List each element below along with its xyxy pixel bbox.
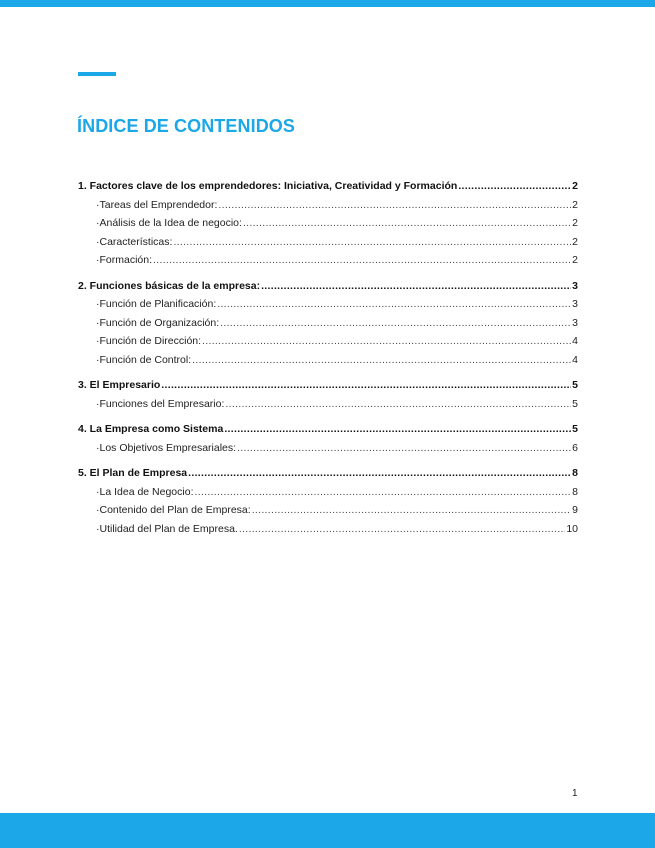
toc-subentry[interactable] (78, 520, 578, 539)
toc-subentry[interactable] (78, 332, 578, 351)
toc-entry-label: ·La Idea de Negocio: (96, 485, 194, 498)
toc-page-number: 9 (572, 504, 578, 516)
page-title: ÍNDICE DE CONTENIDOS (77, 116, 296, 136)
toc-subentry[interactable] (78, 351, 578, 370)
toc-page-number: 10 (566, 522, 578, 535)
toc-section-3[interactable] (78, 376, 578, 395)
toc-subentry[interactable] (78, 395, 578, 414)
toc-section-1[interactable] (78, 177, 578, 196)
toc-page-number: 4 (572, 335, 578, 347)
toc-page-number: 8 (572, 485, 578, 498)
toc-section-5[interactable] (78, 464, 578, 483)
toc-entry-label: ·Utilidad del Plan de Empresa. (96, 522, 238, 535)
top-accent-bar (0, 0, 655, 7)
toc-page-number: 3 (572, 298, 578, 310)
toc-dot-leader (218, 196, 571, 215)
toc-entry-label: ·Funciones del Empresario: (96, 397, 225, 410)
toc-entry-label: 4. La Empresa como Sistema (78, 423, 224, 435)
toc-dot-leader (202, 332, 571, 351)
toc-page-number: 2 (572, 254, 578, 266)
toc-page-number: 2 (572, 235, 578, 248)
toc-page-number: 6 (572, 441, 578, 454)
toc-page-number: 5 (572, 423, 578, 435)
toc-page-number: 3 (572, 316, 578, 329)
toc-dot-leader (239, 520, 565, 539)
toc-subentry[interactable] (78, 196, 578, 215)
toc-dot-leader (153, 251, 571, 270)
toc-page-number: 8 (572, 467, 578, 479)
toc-entry-label: ·Función de Control: (96, 353, 192, 366)
toc-page-number: 2 (572, 180, 578, 192)
toc-dot-leader (217, 295, 571, 314)
toc-dot-leader (173, 233, 571, 252)
toc-page-number: 2 (572, 198, 578, 211)
toc-subentry[interactable] (78, 314, 578, 333)
toc-entry-label: 1. Factores clave de los emprendedores: Iniciativa, Creatividad y Formación (78, 180, 458, 192)
toc-dot-leader (243, 214, 571, 233)
toc-page-number: 3 (572, 279, 578, 292)
toc-subentry[interactable] (78, 214, 578, 233)
toc-entry-label: 5. El Plan de Empresa (78, 467, 188, 479)
toc-subentry[interactable] (78, 233, 578, 252)
toc-entry-label: ·Contenido del Plan de Empresa: (96, 504, 251, 516)
toc-page-number: 5 (572, 397, 578, 410)
toc-dot-leader (224, 420, 571, 439)
toc-dot-leader (237, 439, 571, 458)
toc-dot-leader (161, 376, 571, 395)
toc-entry-label: ·Análisis de la Idea de negocio: (96, 217, 242, 229)
toc-section-4[interactable] (78, 420, 578, 439)
toc-dot-leader (225, 395, 571, 414)
toc-entry-label: ·Los Objetivos Empresariales: (96, 441, 237, 454)
table-of-contents (78, 177, 578, 538)
toc-subentry[interactable] (78, 483, 578, 502)
toc-entry-label: 2. Funciones básicas de la empresa: (78, 279, 261, 292)
toc-subentry[interactable] (78, 439, 578, 458)
toc-page-number: 4 (572, 353, 578, 366)
toc-entry-label: ·Función de Organización: (96, 316, 220, 329)
toc-entry-label: ·Formación: (96, 254, 153, 266)
toc-dot-leader (252, 501, 571, 520)
toc-entry-label: 3. El Empresario (78, 379, 161, 391)
bottom-accent-bar (0, 813, 655, 848)
toc-page-number: 5 (572, 379, 578, 391)
toc-entry-label: ·Función de Dirección: (96, 335, 202, 347)
toc-dot-leader (192, 351, 571, 370)
toc-entry-label: ·Función de Planificación: (96, 298, 217, 310)
toc-page-number: 2 (572, 217, 578, 229)
toc-subentry[interactable] (78, 501, 578, 520)
toc-entry-label: ·Tareas del Emprendedor: (96, 198, 218, 211)
toc-section-2[interactable] (78, 277, 578, 296)
toc-dot-leader (458, 177, 571, 196)
page-number: 1 (572, 788, 578, 799)
toc-dot-leader (188, 464, 571, 483)
toc-entry-label: ·Características: (96, 235, 173, 248)
toc-dot-leader (261, 277, 571, 296)
title-accent-line (78, 72, 116, 76)
toc-subentry[interactable] (78, 251, 578, 270)
toc-subentry[interactable] (78, 295, 578, 314)
toc-dot-leader (220, 314, 571, 333)
toc-dot-leader (194, 483, 571, 502)
